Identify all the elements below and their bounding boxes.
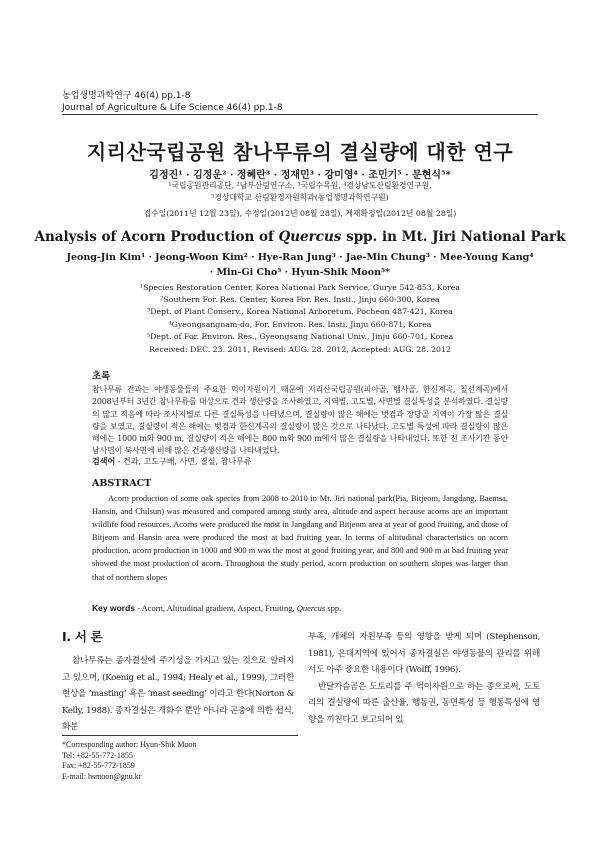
journal-header: [62, 90, 542, 114]
korean-keywords-list: - 견과, 고도구배, 사면, 결실, 참나무류: [115, 457, 252, 466]
english-title-genus: Quercus: [278, 229, 342, 245]
korean-dates: 접수일(2011년 12월 23일), 수정일(2012년 08월 28일), 게재확정일(2012년 08월 28일): [143, 209, 457, 218]
corresponding-author: *Corresponding author: Hyun-Shik Moon: [62, 740, 197, 749]
korean-affiliation-line: ¹국립공원관리공단, ²남부산림연구소, ³국립수목원, ⁴경상남도산림환경연구원,: [168, 181, 432, 190]
korean-abstract-heading: 초록: [92, 371, 111, 382]
english-abstract-body: Acorn production of some oak species from 2008 to 2010 in Mt. Jiri national park(Pia, Bitjeom, Jangdang, Baemsa, Hansin, and Chilsun) was measured and compared among study area, altitude and aspect because acorns are an important wildlife food resources. Acorns were produced the most in Jangdang and Bitjeom area at year of good fruiting, and those of Bitjeom and Hansin area were produced the most at bad fruiting year. In terms of altitudinal characteristics on acorn production, acorn production in 1000 and 900 m was the most at good fruiting year, and 800 and 900 m at bad fruiting year showed the most production of acorn. Throughout the study period, acorn production on southern slopes was larger than that of northern slopes: [92, 494, 508, 582]
english-affiliations: [60, 282, 540, 343]
english-keywords-list: - Acorn, Altitudinal gradient, Aspect, Fruiting,: [135, 603, 297, 613]
english-keywords: [92, 603, 508, 613]
english-abstract-heading: ABSTRACT: [92, 478, 152, 489]
introduction-heading: Ⅰ. 서 론: [62, 629, 103, 644]
english-title-part: Analysis of Acorn Production of: [34, 229, 279, 245]
english-dates: Received: DEC. 23. 2011, Revised: AUG. 28. 2012, Accepted: AUG. 28. 2012: [149, 345, 451, 354]
korean-affiliations: [60, 180, 540, 204]
english-authors-line: Jeong-Jin Kim¹ · Jeong-Woon Kim² · Hye-Ran Jung³ · Jae-Min Chung³ · Mee-Young Kang⁴: [66, 252, 534, 263]
english-abstract: [92, 492, 508, 584]
english-keywords-tail: spp.: [325, 603, 342, 613]
intro-left-column: [62, 629, 294, 736]
english-affiliation-line: ¹Species Restoration Center, Korea National Park Service, Gurye 542-853, Korea: [139, 283, 461, 292]
english-affiliation-line: ³Dept. of Plant Conserv., Korea National Arboretum, Pocheon 487-421, Korea: [147, 307, 453, 317]
footnote-email: E-mail: hsmoon@gnu.kr: [62, 771, 142, 781]
korean-affiliation-line: ⁵경상대학교 산림환경자원학과(농업생명과학연구원): [211, 193, 389, 202]
korean-abstract-body: 참나무류 견과는 야생동물들의 주요한 먹이자원이기 때문에 지리산국립공원(피아골, 뱀사골, 한신계곡, 칠선계곡)에서 2008년부터 3년간 참나무류를 대상으로 견과 생산량을 조사하였고, 지역별, 고도별, 사면별 결실특성을 분석하였다. 결실량의 많고 적음에 따라 조사지별로 다른 결실특성을 나타냈으며, 결실량이 많은 해에는 벗겸과 장당골 지역이 가장 많은 결실량을 보였고, 결실량이 적은 해에는 벗겸과 한신계곡의 결실량이 많은 것으로 나타났다. 고도별 특성에 따라 결실량이 많은 해에는 1000 m와 900 m, 결실량이 적은 해에는 800 m와 900 m에서 많은 결실량을 나타내었다. 또한 전 조사기간 동안 남사면이 북사면에 비해 많은 견과생산량을 나타내었다.: [92, 385, 508, 456]
english-affiliation-line: ²Southern For. Res. Center, Korea For. Res. Insti., Jinju 660-300, Korea: [160, 295, 440, 305]
korean-authors: 김정진¹ · 김정운² · 정혜란³ · 정재민³ · 강미영⁴ · 조민기⁵ · 문현식⁵*: [149, 170, 451, 181]
footnote-rule: [62, 735, 298, 736]
english-affiliation-line: ⁵Dept. of For. Environ. Res., Gyeongsang National Univ., Jinju 660-701, Korea: [146, 331, 454, 341]
english-authors-line: · Min-Gi Cho⁵ · Hyun-Shik Moon⁵*: [209, 267, 391, 278]
english-keywords-genus: Quercus: [296, 603, 326, 613]
korean-keywords-label: 검색어: [92, 457, 116, 466]
intro-paragraph: 반달가슴곰은 도토리를 주 먹이자원으로 하는 종으로써, 도토리의 결실량에 따른 출산율, 행동권, 동면특성 등 행동특성에 영향을 끼친다고 보고되어 있: [308, 681, 540, 725]
header-rule: [62, 114, 538, 115]
korean-keywords: [92, 456, 508, 467]
footnote-tel: Tel: +82-55-772-1855: [62, 750, 133, 760]
english-title: [30, 229, 570, 245]
english-authors: [60, 250, 540, 280]
english-keywords-label: Key words: [92, 603, 135, 613]
journal-line-english: Journal of Agriculture & Life Science 46(4) pp.1-8: [62, 103, 283, 113]
journal-line-korean: 농업생명과학연구 46(4) pp.1-8: [62, 91, 191, 101]
footnote: [62, 740, 302, 782]
english-affiliation-line: ⁴Gyeongsangnam-do, For. Environ. Res. Insti. Jinju 660-871, Korea: [168, 319, 432, 329]
intro-paragraph: 부족, 개체의 자원부족 등의 영향을 받게 되며 (Stephenson, 1981), 온대지역에 있어서 종자결실은 야생동물의 관리를 위해서도 아주 중요한 내용이다 (Wolff, 1996).: [308, 632, 540, 675]
english-title-part: spp. in Mt. Jiri National Park: [341, 229, 566, 245]
footnote-fax: Fax: +82-55-772-1859: [62, 761, 135, 770]
intro-right-column: [308, 629, 540, 728]
intro-paragraph: 참나무류는 종자결실에 주기성을 가지고 있는 것으로 알려지고 있으며, (Koenig et al., 1994; Healy et al., 1999), 그러한 현상을 ‘masting’ 혹은 ‘mast seeding’ 이라고 한다(Norton & Kelly, 1988). 종자결실은 개화수 뿐만 아니라 곤충에 의한 섭식, 화분: [62, 656, 294, 732]
korean-title: 지리산국립공원 참나무류의 결실량에 대한 연구: [86, 140, 514, 164]
